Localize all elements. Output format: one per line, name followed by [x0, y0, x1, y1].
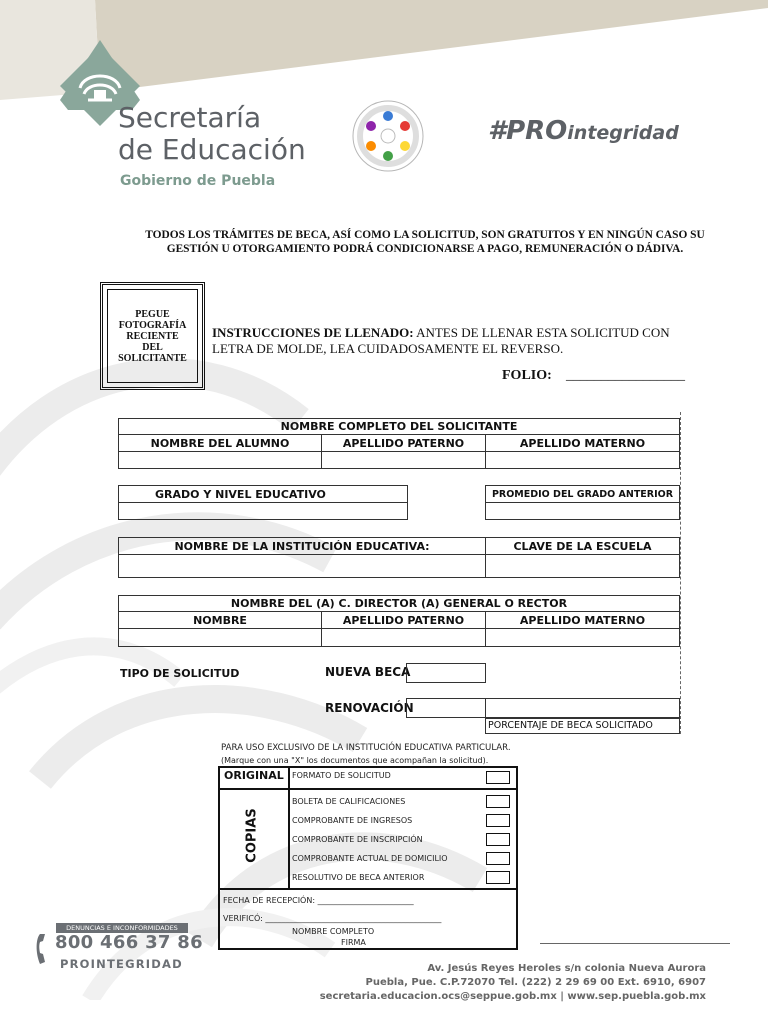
phone-icon: [34, 932, 56, 968]
notice-line-1: TODOS LOS TRÁMITES DE BECA, ASÍ COMO LA SOLICITUD, SON GRATUITOS Y EN NINGÚN CASO SU: [145, 229, 705, 241]
alumno-input[interactable]: [118, 451, 322, 469]
hotline-label: DENUNCIAS E INCONFORMIDADES: [56, 923, 188, 933]
doc-boleta-checkbox[interactable]: [486, 795, 510, 808]
alumno-label: NOMBRE DEL ALUMNO: [118, 434, 322, 452]
doc-boleta-label: BOLETA DE CALIFICACIONES: [292, 797, 406, 806]
nueva-beca-label: NUEVA BECA: [325, 665, 411, 679]
materno-input[interactable]: [485, 451, 680, 469]
copias-label: COPIAS: [244, 808, 260, 863]
director-header: NOMBRE DEL (A) C. DIRECTOR (A) GENERAL O RECTOR: [118, 595, 680, 612]
instructions-text-2: LETRA DE MOLDE, LEA CUIDADOSAMENTE EL REVERSO.: [212, 341, 564, 356]
gratuity-notice: [110, 228, 740, 256]
porcentaje-input[interactable]: [485, 698, 680, 718]
original-label: ORIGINAL: [224, 769, 284, 782]
footer-address-2: Puebla, Pue. C.P.72070 Tel. (222) 2 29 69 00 Ext. 6910, 6907: [365, 977, 706, 988]
formato-checkbox[interactable]: [486, 771, 510, 784]
director-materno-input[interactable]: [485, 628, 680, 647]
hotline-number[interactable]: 800 466 37 86: [55, 932, 203, 953]
clave-label: CLAVE DE LA ESCUELA: [485, 537, 680, 555]
prointegridad-rest: integridad: [567, 122, 679, 144]
renovacion-checkbox[interactable]: [406, 698, 486, 718]
copias-column-divider: [288, 766, 290, 890]
institucion-label: NOMBRE DE LA INSTITUCIÓN EDUCATIVA:: [118, 537, 486, 555]
prointegridad-logo: [488, 116, 679, 146]
instructions: [212, 325, 670, 357]
instructions-text-1: ANTES DE LLENAR ESTA SOLICITUD CON: [413, 325, 670, 340]
grado-label: GRADO Y NIVEL EDUCATIVO: [118, 485, 408, 503]
grado-input[interactable]: [118, 502, 408, 520]
director-paterno-input[interactable]: [321, 628, 486, 647]
paterno-label: APELLIDO PATERNO: [321, 434, 486, 452]
director-nombre-label: NOMBRE: [118, 611, 322, 629]
exclusive-line-1: PARA USO EXCLUSIVO DE LA INSTITUCIÓN EDUCATIVA PARTICULAR.: [221, 743, 511, 753]
notice-line-2: GESTIÓN U OTORGAMIENTO PODRÁ CONDICIONARSE A PAGO, REMUNERACIÓN O DÁDIVA.: [166, 243, 684, 255]
hotline-name: PROINTEGRIDAD: [60, 957, 183, 971]
form-margin-line: [680, 412, 681, 734]
doc-domicilio-checkbox[interactable]: [486, 852, 510, 865]
doc-domicilio-label: COMPROBANTE ACTUAL DE DOMICILIO: [292, 854, 448, 863]
original-row-divider: [218, 788, 518, 790]
prointegridad-hash: #PRO: [488, 116, 568, 146]
photo-text-1: PEGUE: [135, 308, 170, 320]
doc-ingresos-checkbox[interactable]: [486, 814, 510, 827]
doc-resolutivo-checkbox[interactable]: [486, 871, 510, 884]
brand-secretaria: Secretaría: [118, 101, 262, 134]
verifico-field[interactable]: VERIFICÓ: ____________________________________________: [223, 914, 442, 923]
copias-bottom-divider: [218, 888, 518, 890]
director-paterno-label: APELLIDO PATERNO: [321, 611, 486, 629]
photo-text-2: FOTOGRAFÍA: [118, 319, 187, 331]
nueva-beca-checkbox[interactable]: [406, 663, 486, 683]
inclusion-seal-icon: [350, 98, 426, 174]
instructions-label: INSTRUCCIONES DE LLENADO:: [212, 325, 414, 340]
folio-label: FOLIO:: [502, 368, 552, 383]
renovacion-label: RENOVACIÓN: [325, 701, 414, 715]
clave-input[interactable]: [485, 554, 680, 578]
director-nombre-input[interactable]: [118, 628, 322, 647]
photo-text-5: SOLICITANTE: [118, 352, 187, 364]
photo-text-4: DEL: [142, 341, 163, 353]
tipo-label: TIPO DE SOLICITUD: [120, 667, 240, 680]
footer-address-1: Av. Jesús Reyes Heroles s/n colonia Nueva Aurora: [427, 963, 706, 974]
applicant-header: NOMBRE COMPLETO DEL SOLICITANTE: [118, 418, 680, 435]
promedio-input[interactable]: [485, 502, 680, 520]
doc-inscripcion-checkbox[interactable]: [486, 833, 510, 846]
formato-label: FORMATO DE SOLICITUD: [292, 771, 391, 780]
doc-inscripcion-label: COMPROBANTE DE INSCRIPCIÓN: [292, 835, 423, 844]
folio-field[interactable]: _________________: [566, 368, 685, 383]
footer-contact[interactable]: secretaria.educacion.ocs@seppue.gob.mx | www.sep.puebla.gob.mx: [319, 991, 706, 1002]
brand-de-educacion: de Educación: [118, 133, 306, 166]
firma-label: FIRMA: [341, 938, 366, 947]
photo-box: [100, 282, 205, 390]
materno-label: APELLIDO MATERNO: [485, 434, 680, 452]
doc-resolutivo-label: RESOLUTIVO DE BECA ANTERIOR: [292, 873, 425, 882]
brand-gobierno: Gobierno de Puebla: [120, 173, 276, 189]
exclusive-line-2: (Marque con una "X" los documentos que acompañan la solicitud).: [221, 756, 489, 765]
institucion-input[interactable]: [118, 554, 486, 578]
photo-box-inner: [107, 289, 198, 383]
promedio-label: PROMEDIO DEL GRADO ANTERIOR: [485, 485, 680, 503]
photo-text-3: RECIENTE: [126, 330, 179, 342]
doc-ingresos-label: COMPROBANTE DE INGRESOS: [292, 816, 413, 825]
fecha-recepcion[interactable]: FECHA DE RECEPCIÓN: ________________________: [223, 896, 414, 905]
signature-line: [540, 943, 730, 944]
paterno-input[interactable]: [321, 451, 486, 469]
nombre-completo-label: NOMBRE COMPLETO: [292, 927, 375, 936]
director-materno-label: APELLIDO MATERNO: [485, 611, 680, 629]
porcentaje-label: PORCENTAJE DE BECA SOLICITADO: [485, 718, 680, 734]
